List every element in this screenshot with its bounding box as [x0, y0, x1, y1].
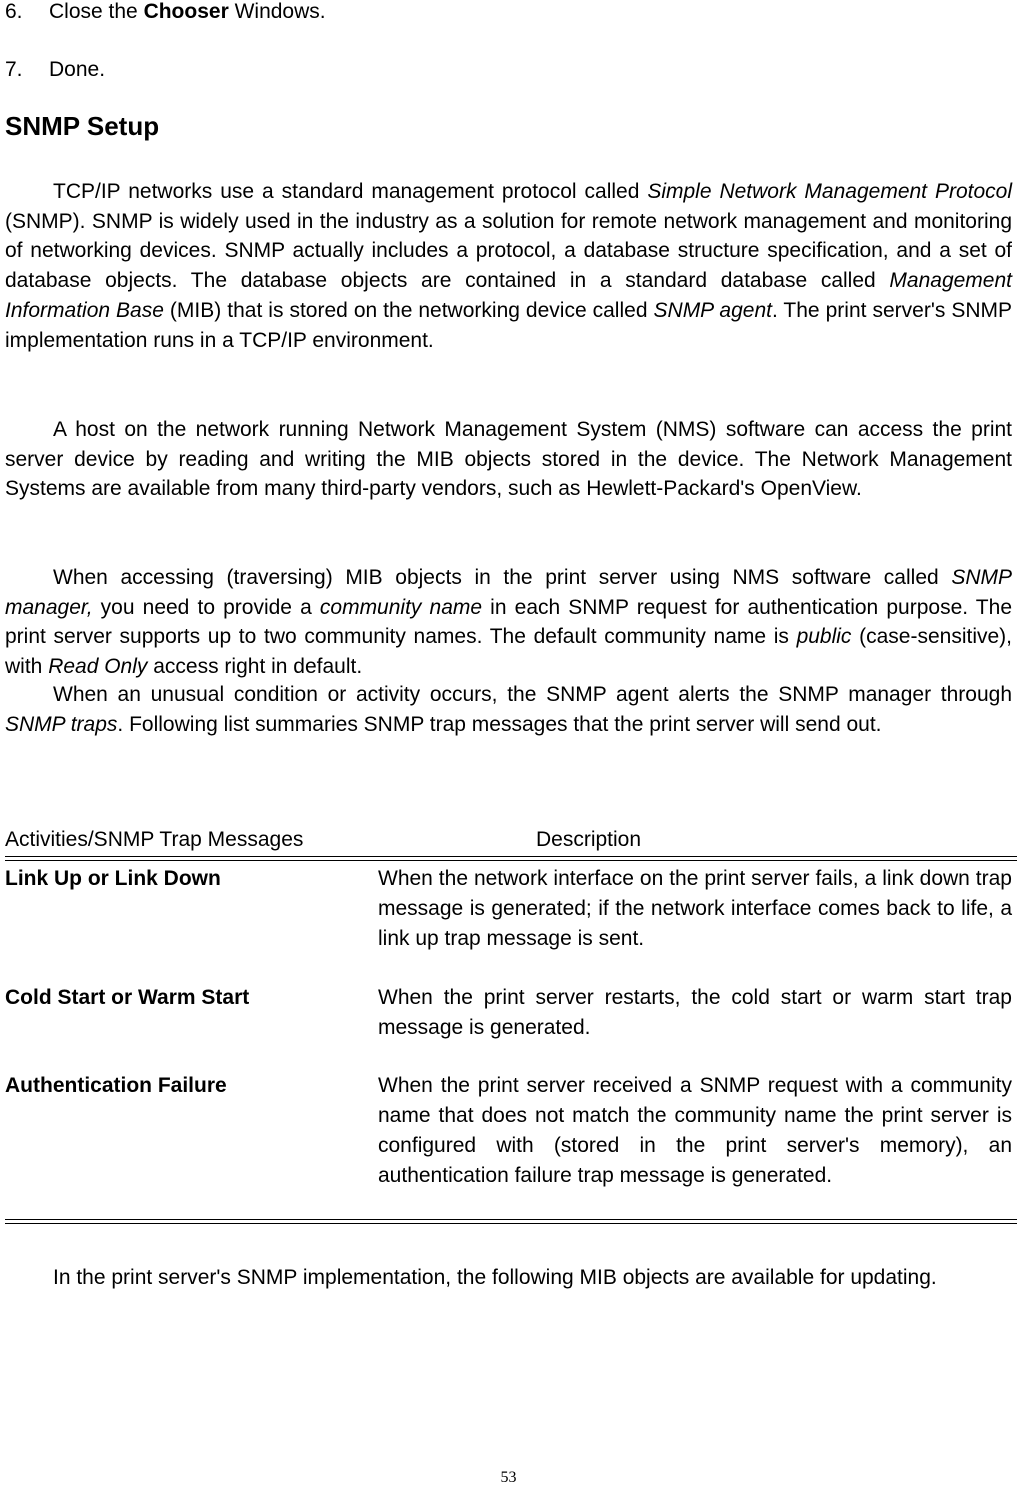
table-bottom-rule	[5, 1219, 1017, 1220]
table-bottom-rule-2	[5, 1223, 1017, 1224]
trap-description: When the print server received a SNMP request with a community name that does not match the community name the print server is configured with (stored in the print server's memory), an authentication failure trap message is generated.	[378, 1074, 1012, 1187]
p3-text-g: (case-sensitive), with	[5, 625, 1012, 679]
p1-term-snmp: Simple Network Management Protocol	[647, 180, 1012, 203]
step-number: 6.	[5, 0, 23, 23]
p1-text-a: TCP/IP networks use a standard management protocol called	[53, 180, 648, 203]
p5-text: In the print server's SNMP implementation, the following MIB objects are available for updating.	[53, 1266, 937, 1289]
paragraph-mib-objects	[5, 1263, 1012, 1293]
p4-term-traps: SNMP traps	[5, 712, 118, 736]
paragraph-snmp-intro	[5, 177, 1012, 355]
p1-text-g: . The print server's SNMP implementation runs in a TCP/IP environment.	[5, 298, 1012, 352]
p3-term-community: community name	[319, 595, 483, 619]
p2-text: A host on the network running Network Management System (NMS) software can access the print server device by reading and writing the MIB objects stored in the device. The Network Management Systems are available from many third-party vendors, such as Hewlett-Packard's OpenView.	[5, 418, 1012, 501]
paragraph-traps	[5, 680, 1012, 739]
table-header-description: Description	[536, 828, 642, 851]
table-header-activities: Activities/SNMP Trap Messages	[5, 828, 304, 851]
trap-description: When the network interface on the print server fails, a link down trap message is generated; if the network interface comes back to life, a link up trap message is sent.	[378, 867, 1012, 950]
trap-name: Authentication Failure	[5, 1074, 227, 1097]
p3-text-i: access right in default.	[147, 655, 363, 679]
step-text: Done.	[49, 58, 106, 81]
step-text-end: Windows.	[228, 0, 326, 23]
p1-text-c: (SNMP). SNMP is widely used in the industry as a solution for remote network management and monitoring of networking devices. SNMP actually includes a protocol, a database structure specification, and a set of database objects. The database objects are contained in a standard database called	[5, 209, 1012, 293]
paragraph-nms	[5, 415, 1012, 504]
p3-text-e: in each SNMP request for authentication purpose. The print server supports up to two community names. The default community name is	[5, 595, 1012, 649]
paragraph-community	[5, 563, 1012, 682]
step-6	[5, 0, 326, 24]
step-bold-term: Chooser	[143, 0, 229, 23]
step-number: 7.	[5, 58, 23, 81]
p3-text-a: When accessing (traversing) MIB objects in the print server using NMS software called	[53, 566, 952, 589]
p1-term-mib: Management Information Base	[5, 269, 1012, 322]
step-text: Close the	[49, 0, 144, 23]
p1-text-e: (MIB) that is stored on the networking device called	[163, 298, 654, 322]
trap-name: Link Up or Link Down	[5, 867, 221, 890]
table-top-rule	[5, 856, 1017, 857]
p3-text-c: you need to provide a	[92, 595, 320, 619]
p4-text-a: When an unusual condition or activity occurs, the SNMP agent alerts the SNMP manager through	[53, 683, 1012, 706]
p3-term-readonly: Read Only	[48, 655, 148, 679]
table-top-rule-2	[5, 860, 1017, 861]
p3-term-manager: SNMP manager,	[5, 566, 1012, 619]
page-number: 53	[500, 1469, 517, 1486]
p3-term-public: public	[796, 625, 852, 649]
section-heading: SNMP Setup	[5, 111, 160, 141]
trap-name: Cold Start or Warm Start	[5, 986, 250, 1009]
p4-text-c: . Following list summaries SNMP trap messages that the print server will send out.	[117, 712, 882, 736]
step-7	[5, 58, 105, 82]
p1-term-agent: SNMP agent	[653, 298, 772, 322]
trap-description: When the print server restarts, the cold start or warm start trap message is generated.	[378, 986, 1012, 1039]
